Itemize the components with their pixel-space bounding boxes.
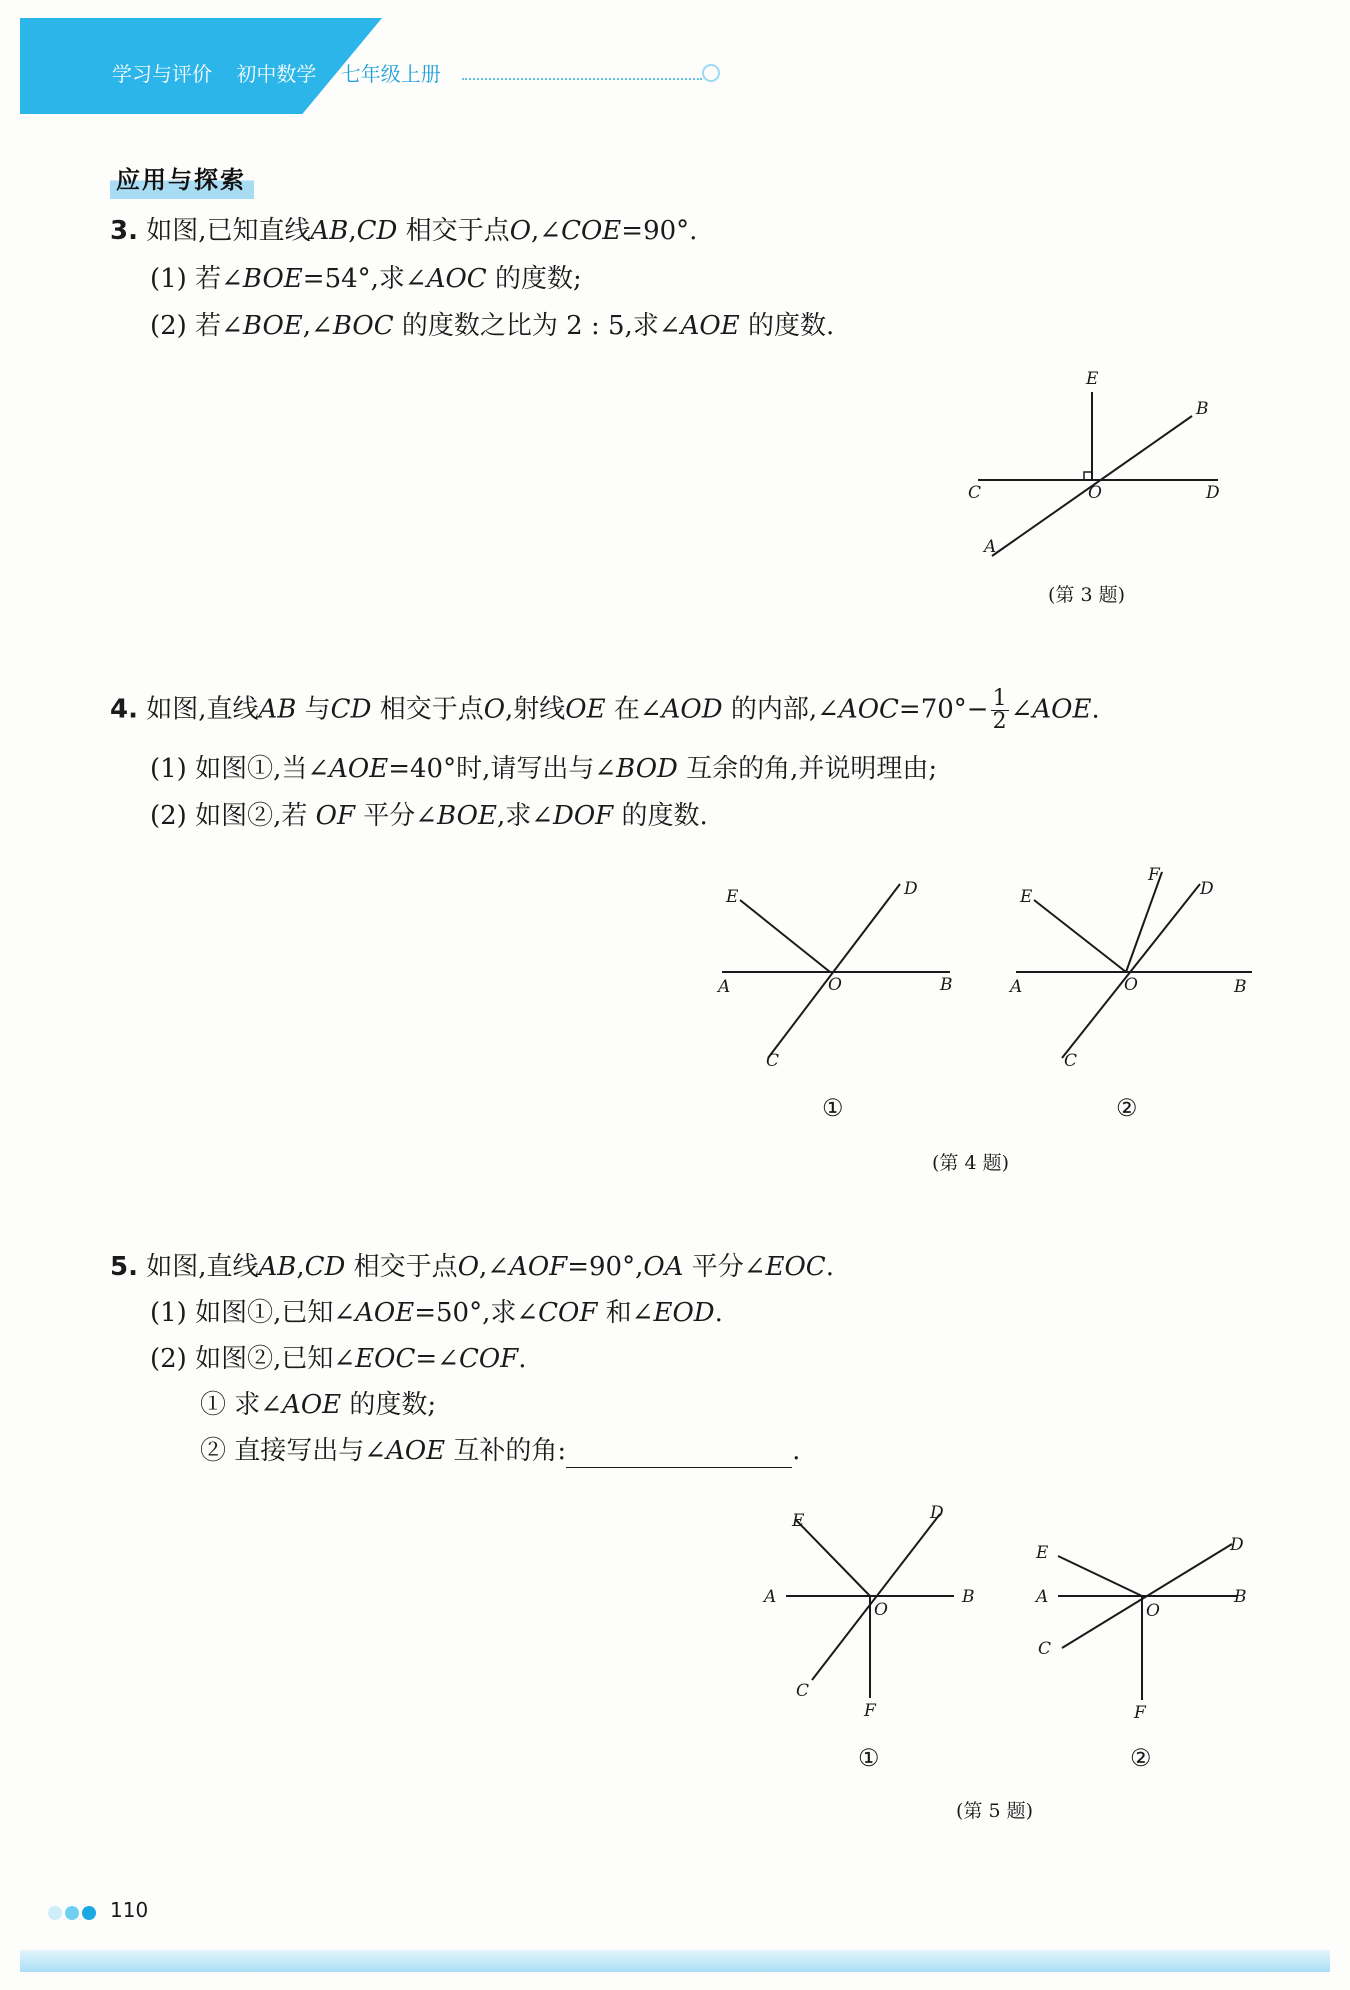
text: 与 [304, 694, 331, 725]
label-b: B [1196, 399, 1209, 419]
math: O [457, 1252, 480, 1282]
q3-part-2 [150, 309, 834, 343]
fraction-one-half [991, 688, 1009, 733]
label-o: O [874, 1600, 888, 1620]
math: EOD [653, 1298, 715, 1328]
math: CD [330, 694, 372, 725]
label-c: C [968, 483, 982, 503]
q5-figure-2 [1028, 1530, 1268, 1723]
math: COF [538, 1298, 598, 1328]
text: . [825, 1252, 834, 1282]
math: AOE [1032, 694, 1092, 725]
dot-mid [65, 1906, 79, 1920]
ray-oe [1034, 900, 1126, 972]
q3-stem [110, 214, 697, 248]
q5-part-1 [150, 1296, 723, 1330]
q4-number: 4. [110, 694, 138, 725]
text: 如图,直线 [146, 1252, 259, 1282]
label-o: O [828, 975, 842, 995]
label-o: O [1146, 1601, 1160, 1621]
text: 的度数; [494, 264, 582, 294]
dot-dark [82, 1906, 96, 1920]
label-e: E [1036, 1543, 1049, 1563]
math: AOE [282, 1390, 342, 1420]
math: O [483, 694, 506, 725]
text: (2) 如图②,若 [150, 801, 308, 831]
answer-blank[interactable] [566, 1441, 792, 1468]
footer-band [20, 1950, 1330, 1972]
header-dotted-line [462, 78, 702, 90]
text: 在∠ [613, 694, 662, 725]
label-a: A [1036, 1587, 1049, 1607]
text: =∠ [415, 1344, 459, 1374]
header-grade: 七年级上册 [340, 62, 441, 86]
text: 互补的角: [453, 1436, 567, 1466]
math: AOD [661, 694, 723, 725]
math: DOF [553, 801, 614, 831]
text: . [518, 1344, 527, 1374]
q5-number: 5. [110, 1252, 138, 1282]
label-d: D [1200, 879, 1214, 899]
math: AOC [838, 694, 899, 725]
label-e: E [1086, 369, 1099, 389]
q3-part-1 [150, 262, 582, 296]
label-c: C [1064, 1051, 1078, 1071]
ray-oe [796, 1520, 870, 1596]
label-d: D [1230, 1535, 1244, 1555]
text: 相交于点 [353, 1252, 458, 1282]
text: ,射线 [505, 694, 566, 725]
dot-light [48, 1906, 62, 1920]
math: EOC [355, 1344, 416, 1374]
ray-oe [740, 900, 830, 972]
footer-dots-icon [48, 1905, 99, 1924]
header-subject: 初中数学 [236, 62, 317, 86]
label-d: D [1206, 483, 1220, 503]
label-d: D [904, 879, 918, 899]
label-b: B [962, 1587, 975, 1607]
label-c: C [796, 1681, 810, 1701]
math: AOF [509, 1252, 568, 1282]
text: 互余的角,并说明理由; [686, 754, 938, 784]
text: ,∠ [302, 311, 333, 341]
ray-oe [1058, 1556, 1142, 1596]
section-title: 应用与探索 [110, 158, 254, 199]
label-a: A [1010, 977, 1023, 997]
q5-figure-2-mark: ② [1130, 1744, 1152, 1772]
text: , [296, 1252, 305, 1282]
text: ,∠ [531, 216, 562, 246]
text: (1) 若∠ [150, 264, 243, 294]
text: (1) 如图①,当∠ [150, 754, 330, 784]
text: ,∠ [479, 1252, 510, 1282]
label-b: B [1234, 1587, 1247, 1607]
label-a: A [984, 537, 997, 557]
q4-part-1 [150, 752, 937, 786]
text: =90°. [621, 216, 698, 246]
header-series: 学习与评价 [112, 62, 212, 86]
text: . [792, 1436, 801, 1466]
header-text [112, 58, 459, 87]
text: 的度数. [747, 311, 835, 341]
text: 的度数. [621, 801, 708, 831]
text: . [714, 1298, 723, 1328]
q3-figure [960, 360, 1230, 570]
math: CD [304, 1252, 346, 1282]
text: =90°, [567, 1252, 644, 1282]
right-angle-mark [1084, 472, 1092, 480]
q5-sub-2 [200, 1434, 800, 1468]
q3-caption: (第 3 题) [1048, 584, 1125, 606]
math: AOC [426, 264, 487, 294]
math: O [509, 216, 532, 246]
text: 的度数; [349, 1390, 437, 1420]
q5-caption: (第 5 题) [956, 1800, 1033, 1822]
frac-num: 1 [992, 686, 1007, 711]
label-e: E [1020, 887, 1033, 907]
math: AB [310, 216, 349, 246]
label-c: C [766, 1051, 780, 1071]
text: =70°− [898, 694, 989, 725]
text: =50°,求∠ [414, 1298, 539, 1328]
q4-stem [110, 688, 1100, 733]
q5-stem [110, 1250, 834, 1284]
label-o: O [1088, 483, 1102, 503]
text: 相交于点 [405, 216, 510, 246]
text: 和∠ [605, 1298, 654, 1328]
label-a: A [764, 1587, 777, 1607]
text: 的内部,∠ [730, 694, 839, 725]
math: COF [458, 1344, 519, 1374]
text: (2) 若∠ [150, 311, 243, 341]
text: ,求∠ [496, 801, 553, 831]
math: OF [315, 801, 355, 831]
text: 平分∠ [691, 1252, 766, 1282]
label-f: F [1134, 1703, 1146, 1723]
text: 如图,已知直线 [146, 216, 311, 246]
label-o: O [1124, 975, 1138, 995]
math: COE [561, 216, 622, 246]
frac-den: 2 [992, 709, 1007, 734]
text: 如图,直线 [146, 694, 259, 725]
text: . [1091, 694, 1100, 725]
text: 的度数之比为 2 : 5,求∠ [401, 311, 681, 341]
q4-caption: (第 4 题) [932, 1152, 1009, 1174]
math: AOE [386, 1436, 446, 1466]
q5-part-2 [150, 1342, 526, 1376]
q5-sub-1 [200, 1388, 436, 1422]
math: AB [258, 694, 297, 725]
text: (2) 如图②,已知∠ [150, 1344, 356, 1374]
q4-figure-2-mark: ② [1116, 1094, 1138, 1122]
math: AOE [355, 1298, 415, 1328]
label-a: A [718, 977, 731, 997]
text: ② 直接写出与∠ [200, 1436, 387, 1466]
text: 平分∠ [363, 801, 438, 831]
math: BOE [242, 311, 303, 341]
label-d: D [930, 1503, 944, 1523]
q4-figure-2 [1004, 862, 1274, 1072]
label-f: F [1148, 865, 1160, 885]
label-b: B [940, 975, 953, 995]
q4-figure-1-mark: ① [822, 1094, 844, 1122]
q5-figure-1-mark: ① [858, 1744, 880, 1772]
text: =40°时,请写出与∠ [388, 754, 617, 784]
math: CD [356, 216, 398, 246]
math: EOC [765, 1252, 826, 1282]
label-f: F [864, 1701, 876, 1721]
label-e: E [792, 1511, 805, 1531]
text: =54°,求∠ [302, 264, 427, 294]
ray-of [1126, 872, 1162, 972]
q3-number: 3. [110, 216, 138, 246]
text: , [348, 216, 357, 246]
math: OE [565, 694, 606, 725]
page-number: 110 [110, 1898, 149, 1922]
math: BOE [437, 801, 497, 831]
q4-part-2 [150, 799, 708, 833]
math: BOD [616, 754, 678, 784]
math: AOE [329, 754, 389, 784]
text: ① 求∠ [200, 1390, 283, 1420]
math: BOE [242, 264, 303, 294]
q5-figure-1 [756, 1500, 986, 1720]
math: OA [643, 1252, 684, 1282]
label-e: E [726, 887, 739, 907]
math: AB [258, 1252, 297, 1282]
text: 相交于点 [379, 694, 484, 725]
label-c: C [1038, 1639, 1052, 1659]
text: ∠ [1010, 694, 1033, 725]
text: (1) 如图①,已知∠ [150, 1298, 356, 1328]
math: AOE [680, 311, 740, 341]
header-circle-icon [702, 64, 720, 82]
q4-figure-1 [710, 870, 970, 1070]
label-b: B [1234, 977, 1247, 997]
math: BOC [332, 311, 394, 341]
